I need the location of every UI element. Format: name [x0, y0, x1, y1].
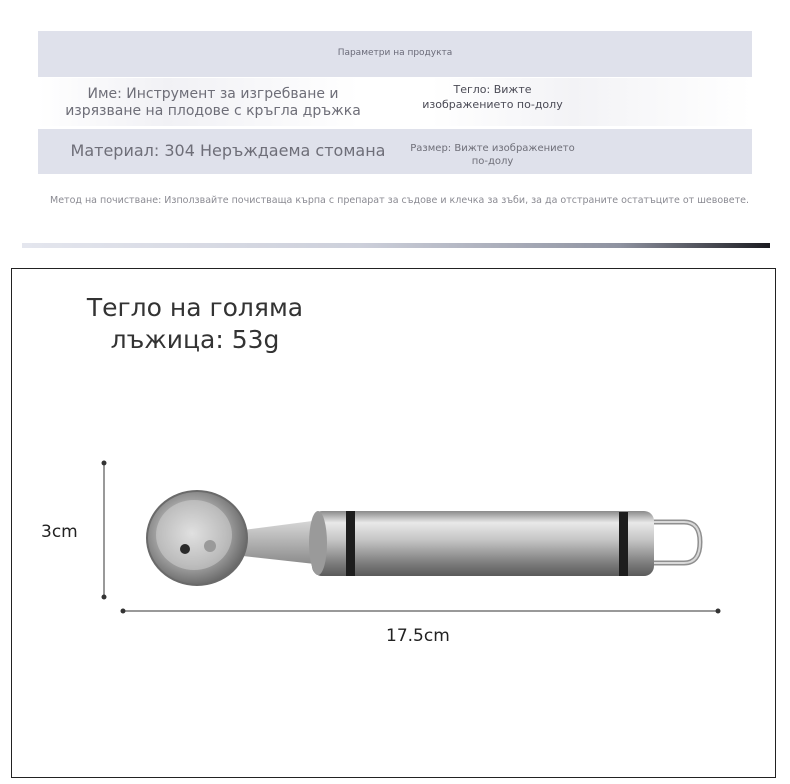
spoon-weight-label: Тегло на голяма лъжица: 53g	[86, 293, 304, 354]
params-title: Параметри на продукта	[337, 48, 453, 58]
cleaning-method: Метод на почистване: Използвайте почистваща кърпа с препарат за съдове и клечка за зъби, за да отстраните остатъците от шевовете.	[50, 195, 749, 206]
product-weight: Тегло: Вижте изображението по-долу	[422, 83, 563, 111]
product-material: Материал: 304 Неръждаема стомана	[70, 141, 386, 160]
length-label: 17.5cm	[386, 626, 450, 646]
height-dimension-line	[102, 461, 107, 600]
melon-baller-spoon	[147, 491, 700, 585]
product-size: Размер: Вижте изображението по-долу	[410, 143, 575, 167]
length-dimension-line	[121, 609, 721, 614]
height-label: 3cm	[41, 522, 78, 542]
product-name: Име: Инструмент за изгребване и изрязване на плодове с кръгла дръжка	[65, 86, 361, 119]
